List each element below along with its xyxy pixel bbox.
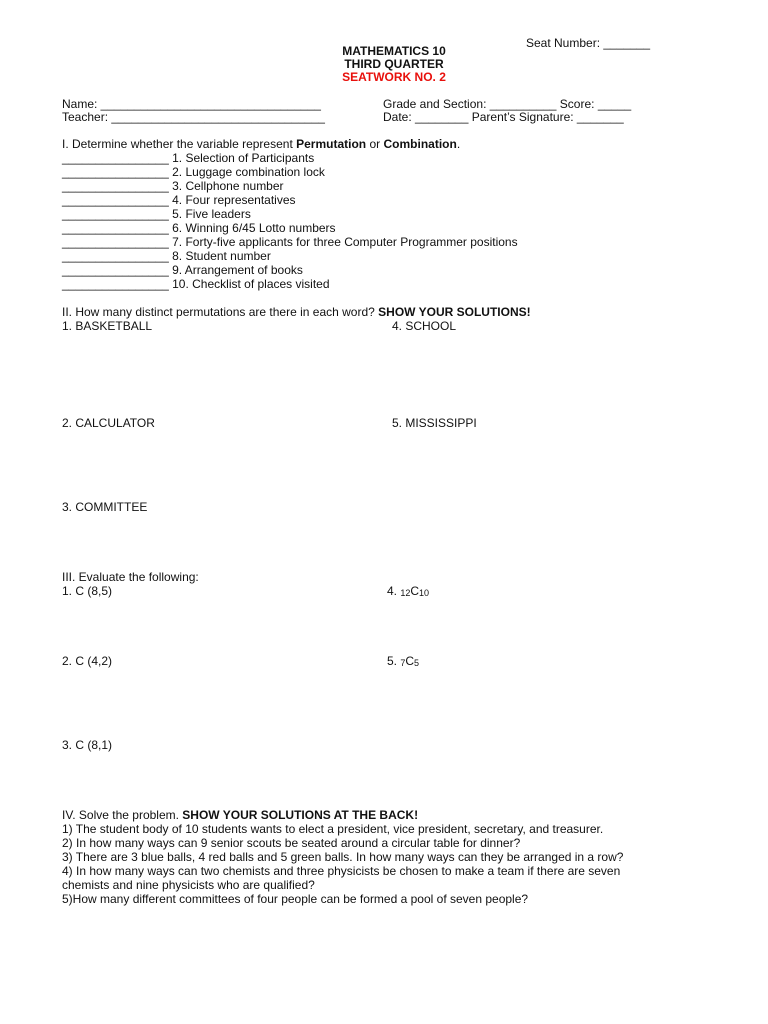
title-seatwork: SEATWORK NO. 2 — [342, 70, 446, 84]
list-item: ________________ 3. Cellphone number — [62, 179, 284, 193]
teacher-field: Teacher: ________________________________ — [62, 110, 325, 124]
list-item: ________________ 1. Selection of Participants — [62, 151, 315, 165]
part3-item-1: 1. C (8,5) — [62, 584, 113, 598]
list-item: ________________ 10. Checklist of places visited — [62, 277, 330, 291]
problem-1: 1) The student body of 10 students wants to elect a president, vice president, secretary, and treasurer. — [62, 822, 604, 836]
date-signature-field: Date: ________ Parent’s Signature: _______ — [383, 110, 624, 124]
list-item: ________________ 7. Forty-five applicants for three Computer Programmer positions — [62, 235, 518, 249]
part3-item-5: 5. 7C5 — [387, 654, 420, 668]
part2-instructions: II. How many distinct permutations are there in each word? SHOW YOUR SOLUTIONS! — [62, 305, 531, 319]
part1-instructions: I. Determine whether the variable represent Permutation or Combination. — [62, 137, 461, 151]
title-subject: MATHEMATICS 10 — [342, 44, 446, 58]
problem-3: 3) There are 3 blue balls, 4 red balls and 5 green balls. In how many ways can they be arranged in a row? — [62, 850, 624, 864]
part2-item-2: 2. CALCULATOR — [62, 416, 155, 430]
list-item: ________________ 2. Luggage combination lock — [62, 165, 325, 179]
part1-list — [62, 151, 518, 291]
list-item: ________________ 4. Four representatives — [62, 193, 296, 207]
problem-4-continued: chemists and nine physicists who are qualified? — [62, 878, 315, 892]
part4-instructions: IV. Solve the problem. SHOW YOUR SOLUTIONS AT THE BACK! — [62, 808, 419, 822]
part2-item-4: 4. SCHOOL — [392, 319, 457, 333]
part2-item-1: 1. BASKETBALL — [62, 319, 153, 333]
problem-5: 5)How many different committees of four people can be formed a pool of seven people? — [62, 892, 529, 906]
part3-instructions: III. Evaluate the following: — [62, 570, 199, 584]
list-item: ________________ 8. Student number — [62, 249, 271, 263]
problem-4: 4) In how many ways can two chemists and three physicists be chosen to make a team if there are seven — [62, 864, 621, 878]
title-quarter: THIRD QUARTER — [344, 57, 444, 71]
problem-2: 2) In how many ways can 9 senior scouts be seated around a circular table for dinner? — [62, 836, 521, 850]
part2-item-3: 3. COMMITTEE — [62, 500, 148, 514]
part2-item-5: 5. MISSISSIPPI — [392, 416, 477, 430]
list-item: ________________ 6. Winning 6/45 Lotto numbers — [62, 221, 336, 235]
list-item: ________________ 5. Five leaders — [62, 207, 251, 221]
grade-score-field: Grade and Section: __________ Score: _____ — [383, 97, 632, 111]
part3-item-4: 4. 12C10 — [387, 584, 430, 598]
name-field: Name: _________________________________ — [62, 97, 321, 111]
seat-number: Seat Number: _______ — [526, 36, 651, 50]
part3-item-2: 2. C (4,2) — [62, 654, 113, 668]
part3-item-3: 3. C (8,1) — [62, 738, 113, 752]
list-item: ________________ 9. Arrangement of books — [62, 263, 303, 277]
part4-problems — [62, 822, 623, 906]
